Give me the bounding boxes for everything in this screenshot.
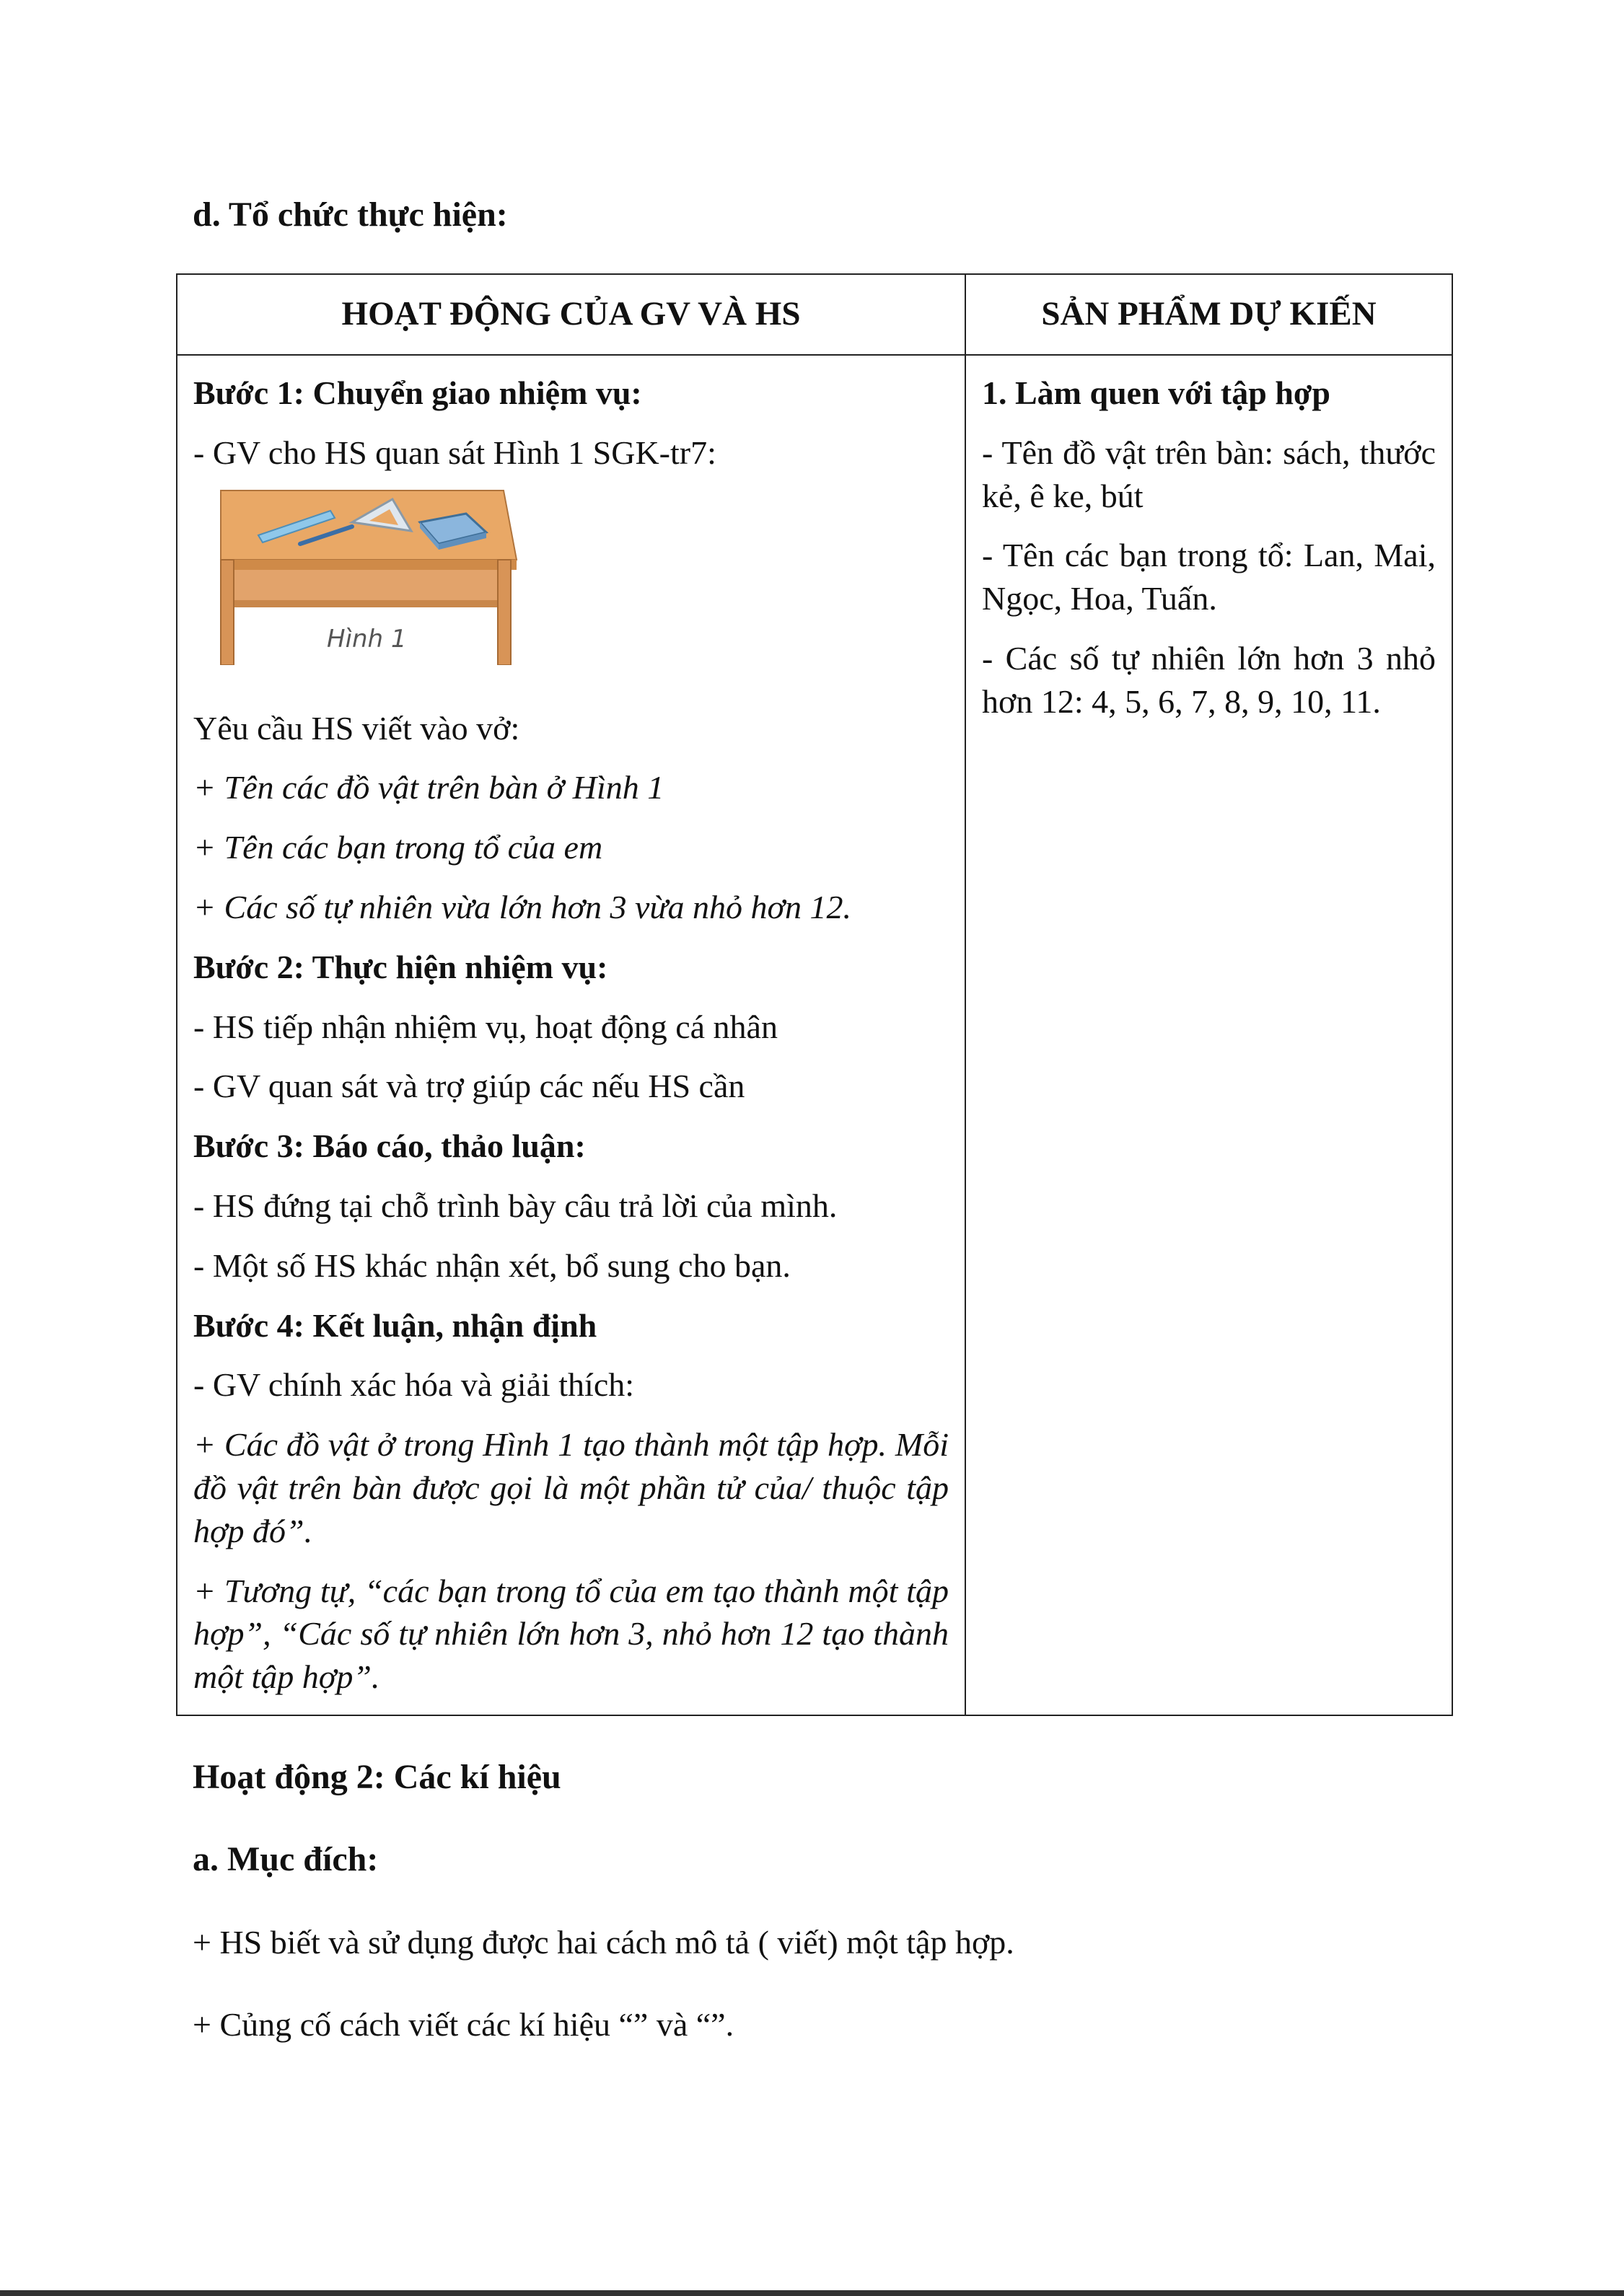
purpose-line-1: + HS biết và sử dụng được hai cách mô tả ( viết) một tập hợp. <box>193 1924 1014 1961</box>
purpose-line-2: + Củng cố cách viết các kí hiệu “” và “”. <box>193 2006 734 2043</box>
table-row <box>177 355 1452 1715</box>
products-title: 1. Làm quen với tập hợp <box>982 374 1330 411</box>
step2-line-2: - GV quan sát và trợ giúp các nếu HS cần <box>193 1068 745 1105</box>
section-d-heading: d. Tổ chức thực hiện: <box>193 195 508 234</box>
table-header-row <box>177 274 1452 355</box>
product-item-2: - Tên các bạn trong tổ: Lan, Mai, Ngọc, Hoa, Tuấn. <box>982 537 1436 617</box>
task-2: + Tên các bạn trong tổ của em <box>193 829 603 866</box>
product-item-1: - Tên đồ vật trên bàn: sách, thước kẻ, ê ke, bút <box>982 434 1436 514</box>
product-item-3: - Các số tự nhiên lớn hơn 3 nhỏ hơn 12: 4, 5, 6, 7, 8, 9, 10, 11. <box>982 639 1436 720</box>
request-line: Yêu cầu HS viết vào vở: <box>193 709 520 747</box>
task-3: + Các số tự nhiên vừa lớn hơn 3 vừa nhỏ hơn 12. <box>193 888 852 925</box>
activities-cell <box>177 355 965 1715</box>
figure-caption: Hình 1 <box>327 624 407 654</box>
header-products: SẢN PHẨM DỰ KIẾN <box>965 274 1452 355</box>
page-bottom-rule <box>0 2290 1624 2296</box>
activity2-heading: Hoạt động 2: Các kí hiệu <box>193 1758 561 1796</box>
step4-conclusion-1: + Các đồ vật ở trong Hình 1 tạo thành một tập hợp. Mỗi đồ vật trên bàn được gọi là một phần tử của/ thuộc tập hợp đó”. <box>193 1426 949 1549</box>
step3-title: Bước 3: Báo cáo, thảo luận: <box>193 1127 586 1165</box>
products-cell <box>965 355 1452 1715</box>
desk-illustration-image <box>215 485 527 665</box>
section-a-heading: a. Mục đích: <box>193 1840 379 1878</box>
header-activities: HOẠT ĐỘNG CỦA GV VÀ HS <box>177 274 965 355</box>
step3-line-2: - Một số HS khác nhận xét, bổ sung cho bạn. <box>193 1246 791 1284</box>
task-1: + Tên các đồ vật trên bàn ở Hình 1 <box>193 769 664 806</box>
step4-title: Bước 4: Kết luận, nhận định <box>193 1306 597 1344</box>
step4-line-1: - GV chính xác hóa và giải thích: <box>193 1366 635 1404</box>
activity-table <box>176 273 1453 1716</box>
step1-title: Bước 1: Chuyển giao nhiệm vụ: <box>193 374 642 411</box>
step3-line-1: - HS đứng tại chỗ trình bày câu trả lời của mình. <box>193 1187 838 1224</box>
step2-title: Bước 2: Thực hiện nhiệm vụ: <box>193 948 608 985</box>
step4-conclusion-2: + Tương tự, “các bạn trong tổ của em tạo thành một tập hợp”, “Các số tự nhiên lớn hơn 3, nhỏ hơn 12 tạo thành một tập hợp”. <box>193 1572 949 1696</box>
step1-line: - GV cho HS quan sát Hình 1 SGK-tr7: <box>193 434 716 471</box>
step2-line-1: - HS tiếp nhận nhiệm vụ, hoạt động cá nhân <box>193 1008 778 1045</box>
